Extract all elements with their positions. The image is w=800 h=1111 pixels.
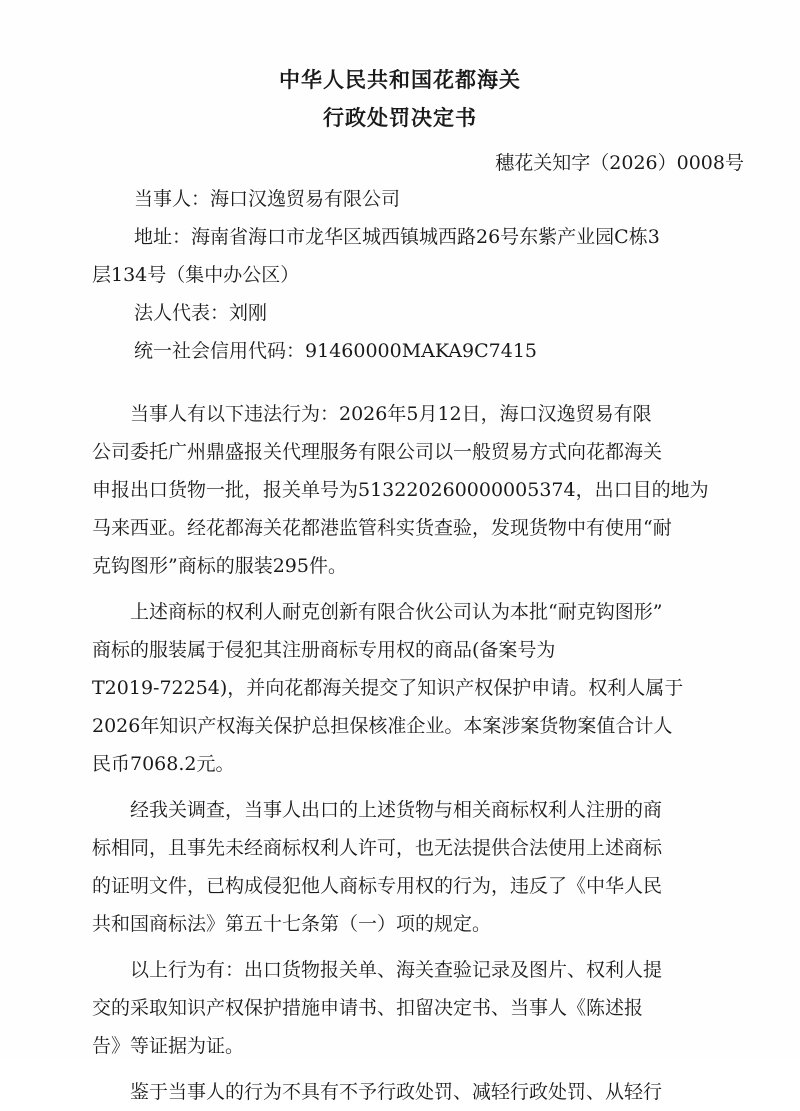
paragraph-line: 公司委托广州鼎盛报关代理服务有限公司以一般贸易方式向花都海关 xyxy=(92,441,663,463)
paragraph-evidence xyxy=(92,951,752,1065)
party-address-line1: 地址：海南省海口市龙华区城西镇城西路26号东紫产业园C栋3 xyxy=(134,226,660,248)
paragraph-line: 商标的服装属于侵犯其注册商标专用权的商品(备案号为 xyxy=(92,639,556,661)
paragraph-line: 克钩图形”商标的服装295件。 xyxy=(92,555,347,577)
paragraph-line: 上述商标的权利人耐克创新有限合伙公司认为本批“耐克钩图形” xyxy=(130,601,663,623)
document-title-line1: 中华人民共和国花都海关 xyxy=(279,68,521,92)
paragraph-line: 当事人有以下违法行为：2026年5月12日，海口汉逸贸易有限 xyxy=(130,403,652,425)
document-number: 穗花关知字（2026）0008号 xyxy=(495,152,744,174)
party-address-line2: 层134号（集中办公区） xyxy=(92,264,300,286)
paragraph-line: 告》等证据为证。 xyxy=(92,1035,245,1057)
paragraph-line: 标相同，且事先未经商标权利人许可，也无法提供合法使用上述商标 xyxy=(92,837,663,859)
document-title-line2: 行政处罚决定书 xyxy=(323,106,477,130)
paragraph-line: 共和国商标法》第五十七条第（一）项的规定。 xyxy=(92,913,492,935)
paragraph-line: 鉴于当事人的行为不具有不予行政处罚、减轻行政处罚、从轻行 xyxy=(130,1081,663,1103)
decision-body xyxy=(92,395,752,1111)
party-legal-representative: 法人代表：刘刚 xyxy=(134,302,268,324)
party-info-block xyxy=(92,180,750,370)
party-credit-code: 统一社会信用代码：91460000MAKA9C7415 xyxy=(134,340,538,362)
paragraph-line: 申报出口货物一批，报关单号为513220260000005374，出口目的地为 xyxy=(92,479,709,501)
paragraph-line: 以上行为有：出口货物报关单、海关查验记录及图片、权利人提 xyxy=(130,959,663,981)
paragraph-violation xyxy=(92,395,752,585)
paragraph-line: 经我关调查，当事人出口的上述货物与相关商标权利人注册的商 xyxy=(130,799,663,821)
paragraph-investigation xyxy=(92,791,752,943)
paragraph-considering xyxy=(92,1073,752,1111)
paragraph-line: 2026年知识产权海关保护总担保核准企业。本案涉案货物案值合计人 xyxy=(92,715,673,737)
paragraph-line: 民币7068.2元。 xyxy=(92,753,235,775)
paragraph-line: 交的采取知识产权保护措施申请书、扣留决定书、当事人《陈述报 xyxy=(92,997,644,1019)
paragraph-line: 马来西亚。经花都海关花都港监管科实货查验，发现货物中有使用“耐 xyxy=(92,517,672,539)
party-name: 当事人：海口汉逸贸易有限公司 xyxy=(134,188,401,210)
paragraph-line: 的证明文件，已构成侵犯他人商标专用权的行为，违反了《中华人民 xyxy=(92,875,663,897)
paragraph-rights-holder xyxy=(92,593,752,783)
paragraph-line: T2019-72254)，并向花都海关提交了知识产权保护申请。权利人属于 xyxy=(92,677,684,699)
